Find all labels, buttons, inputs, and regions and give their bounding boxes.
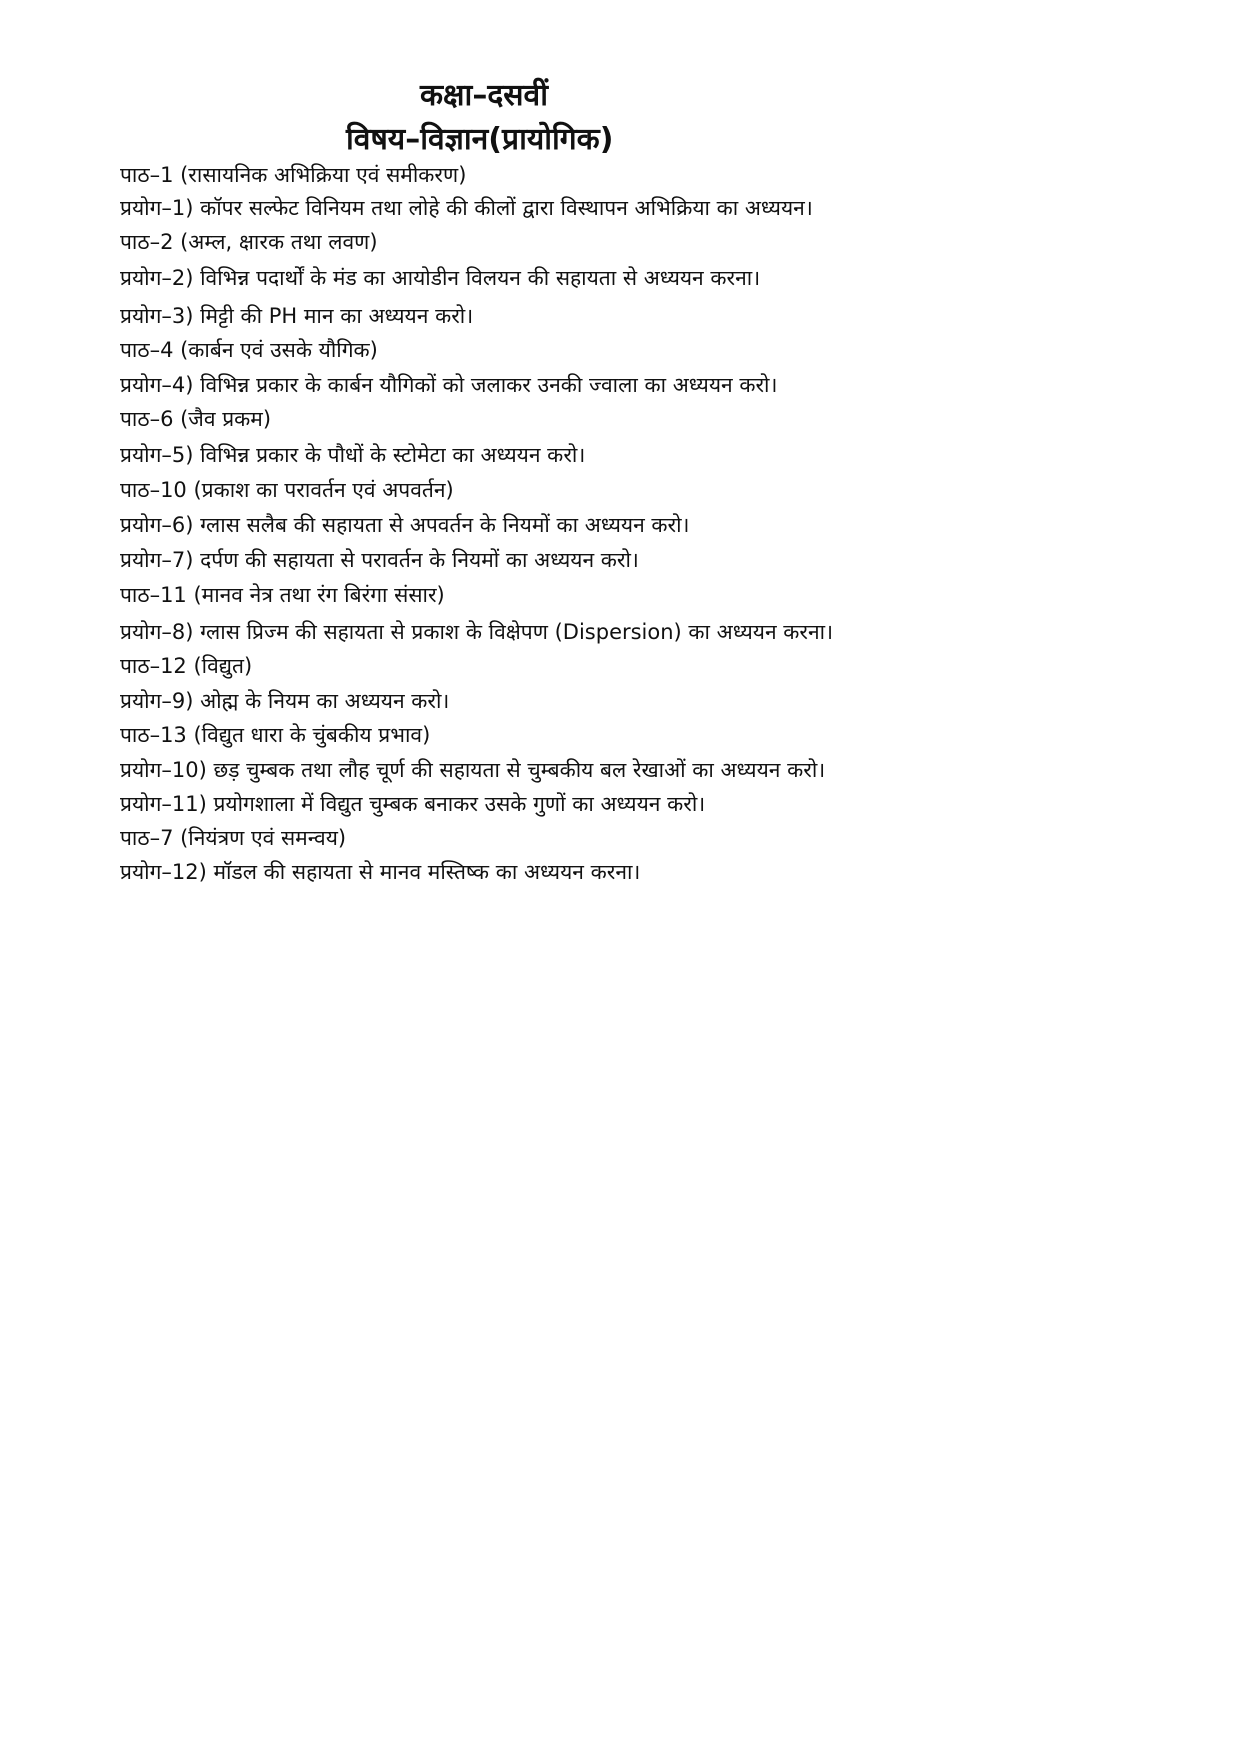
experiment-item: प्रयोग–9) ओह्म के नियम का अध्ययन करो। bbox=[120, 689, 450, 713]
chapter-heading: पाठ–2 (अम्ल, क्षारक तथा लवण) bbox=[120, 230, 378, 254]
chapter-heading: पाठ–1 (रासायनिक अभिक्रिया एवं समीकरण) bbox=[120, 163, 467, 187]
chapter-heading: पाठ–4 (कार्बन एवं उसके यौगिक) bbox=[120, 338, 378, 362]
chapter-heading: पाठ–12 (विद्युत) bbox=[120, 654, 253, 678]
experiment-item: प्रयोग–7) दर्पण की सहायता से परावर्तन के नियमों का अध्ययन करो। bbox=[120, 548, 639, 572]
experiment-item: प्रयोग–6) ग्लास सलैब की सहायता से अपवर्तन के नियमों का अध्ययन करो। bbox=[120, 513, 690, 537]
subject-title: विषय–विज्ञान(प्रायोगिक) bbox=[346, 122, 614, 157]
chapter-heading: पाठ–11 (मानव नेत्र तथा रंग बिरंगा संसार) bbox=[120, 583, 445, 607]
experiment-item: प्रयोग–11) प्रयोगशाला में विद्युत चुम्बक बनाकर उसके गुणों का अध्ययन करो। bbox=[120, 792, 706, 816]
chapter-heading: पाठ–10 (प्रकाश का परावर्तन एवं अपवर्तन) bbox=[120, 478, 454, 502]
experiment-item: प्रयोग–5) विभिन्न प्रकार के पौधों के स्टोमेटा का अध्ययन करो। bbox=[120, 443, 586, 467]
chapter-heading: पाठ–6 (जैव प्रकम) bbox=[120, 407, 272, 431]
experiment-item: प्रयोग–4) विभिन्न प्रकार के कार्बन यौगिकों को जलाकर उनकी ज्वाला का अध्ययन करो। bbox=[120, 373, 778, 397]
experiment-item: प्रयोग–10) छड़ चुम्बक तथा लौह चूर्ण की सहायता से चुम्बकीय बल रेखाओं का अध्ययन करो। bbox=[120, 758, 826, 782]
experiment-item: प्रयोग–12) मॉडल की सहायता से मानव मस्तिष्क का अध्ययन करना। bbox=[120, 860, 641, 884]
class-title: कक्षा–दसवीं bbox=[420, 78, 548, 113]
chapter-heading: पाठ–7 (नियंत्रण एवं समन्वय) bbox=[120, 826, 347, 850]
chapter-heading: पाठ–13 (विद्युत धारा के चुंबकीय प्रभाव) bbox=[120, 723, 431, 747]
experiment-item: प्रयोग–3) मिट्टी की PH मान का अध्ययन करो। bbox=[120, 304, 474, 328]
experiment-item: प्रयोग–1) कॉपर सल्फेट विनियम तथा लोहे की कीलों द्वारा विस्थापन अभिक्रिया का अध्ययन। bbox=[120, 196, 813, 220]
experiment-item: प्रयोग–2) विभिन्न पदार्थों के मंड का आयोडीन विलयन की सहायता से अध्ययन करना। bbox=[120, 266, 761, 290]
experiment-item: प्रयोग–8) ग्लास प्रिज्म की सहायता से प्रकाश के विक्षेपण (Dispersion) का अध्ययन करना। bbox=[120, 620, 834, 644]
